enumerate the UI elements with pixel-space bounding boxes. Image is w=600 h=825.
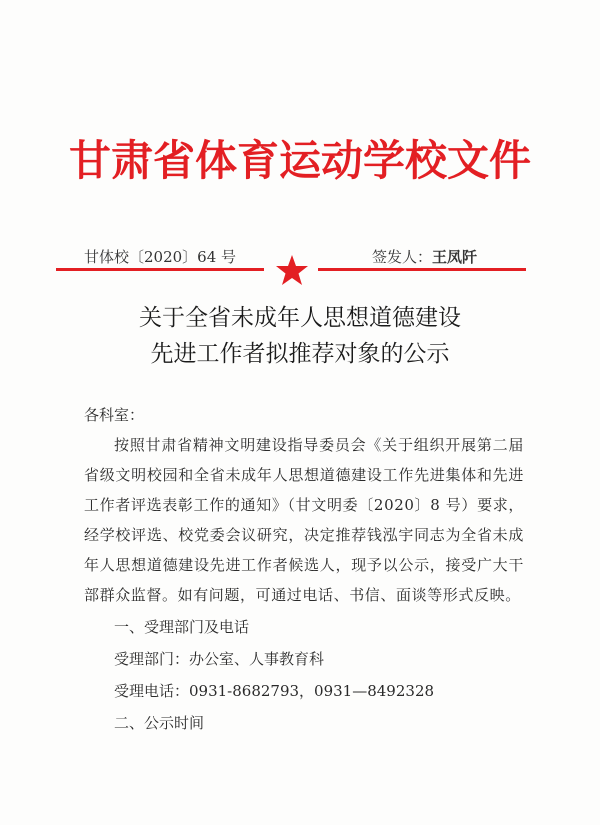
masthead-title: 甘肃省体育运动学校文件 <box>68 136 531 185</box>
phone-line: 受理电话：0931-8682793，0931—8492328 <box>114 682 435 700</box>
document-body <box>84 400 524 738</box>
signer-label: 签发人： <box>372 248 433 266</box>
title-line-1: 关于全省未成年人思想道德建设 <box>139 305 461 331</box>
section-heading-1: 一、受理部门及电话 <box>114 618 250 636</box>
body-paragraph: 按照甘肃省精神文明建设指导委员会《关于组织开展第二届省级文明校园和全省未成年人思想道德建设工作先进集体和先进工作者评选表彰工作的通知》（甘文明委〔2020〕8 号）要求，经学校评选、校党委会议研究，决定推荐钱泓宇同志为全省未成年人思想道德建设先进工作者候选人，现予以公示，接受广大干部群众监督。如有问题，可通过电话、书信、面谈等形式反映。 <box>84 436 524 604</box>
section-heading-2: 二、公示时间 <box>114 714 205 732</box>
document-title <box>0 300 600 372</box>
signer-name: 王凤阡 <box>432 248 478 266</box>
red-star-icon <box>275 253 309 287</box>
title-line-2: 先进工作者拟推荐对象的公示 <box>150 341 450 367</box>
department-line: 受理部门：办公室、人事教育科 <box>114 650 325 668</box>
salutation: 各科室： <box>84 406 145 424</box>
red-rule-right <box>318 268 526 271</box>
red-rule-left <box>56 268 264 271</box>
document-number: 甘体校〔2020〕64 号 <box>84 248 237 266</box>
signer <box>372 246 477 267</box>
